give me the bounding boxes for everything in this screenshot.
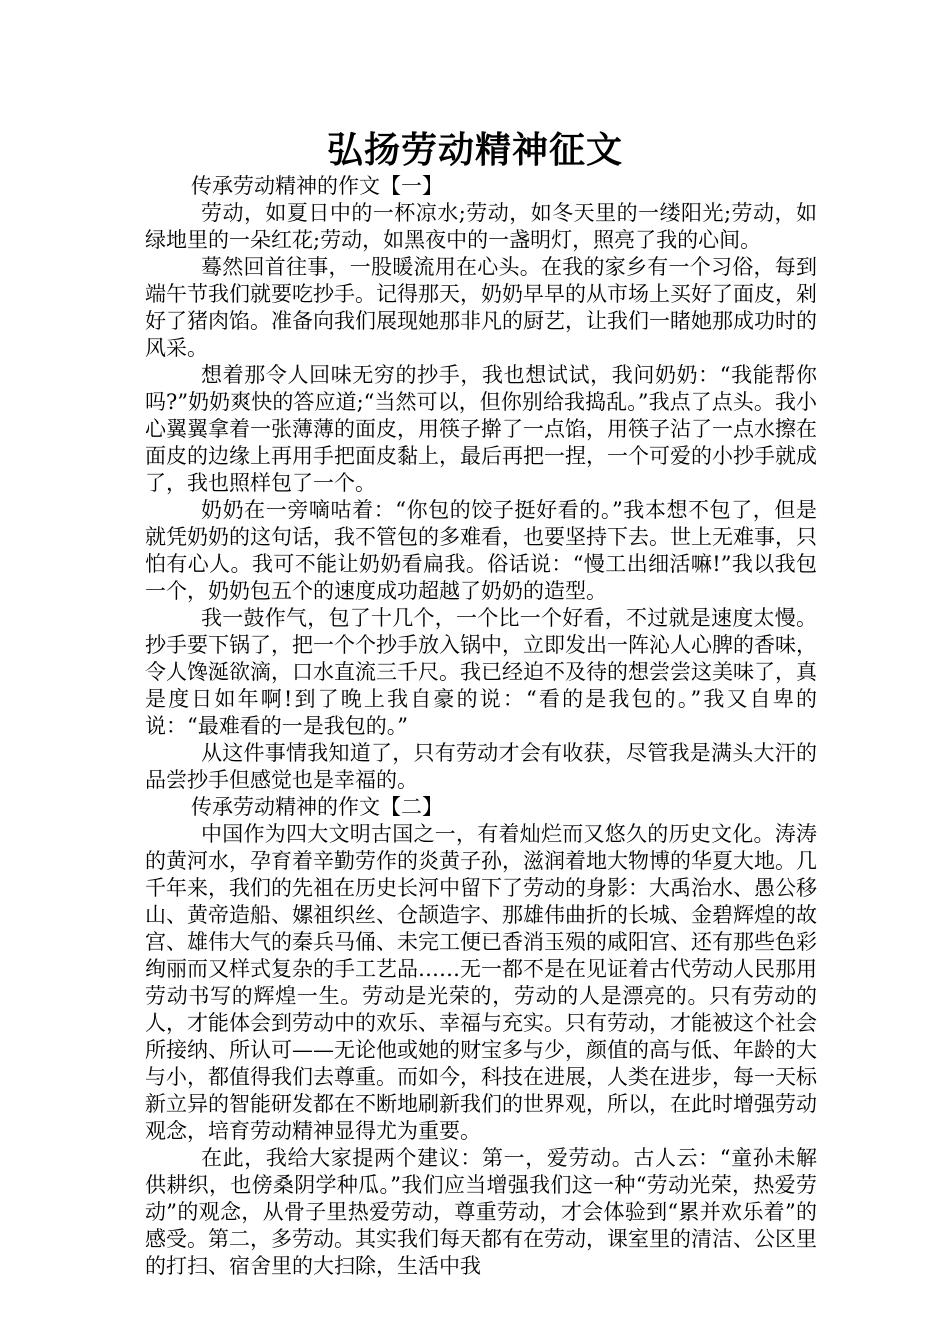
paragraph: 中国作为四大文明古国之一，有着灿烂而又悠久的历史文化。涛涛的黄河水，孕育着辛勤劳作的炎黄子孙，滋润着地大物博的华夏大地。几千年来，我们的先祖在历史长河中留下了劳动的身影：大禹治水、愚公移山、黄帝造船、嫘祖织丝、仓颉造字、那雄伟曲折的长城、金碧辉煌的故宫、雄伟大气的秦兵马俑、未完工便已香消玉殒的咸阳宫、还有那些色彩绚丽而又样式复杂的手工艺品……无一都不是在见证着古代劳动人民那用劳动书写的辉煌一生。劳动是光荣的，劳动的人是漂亮的。只有劳动的人，才能体会到劳动中的欢乐、幸福与充实。只有劳动，才能被这个社会所接纳、所认可——无论他或她的财宝多与少，颜值的高与低、年龄的大与小，都值得我们去尊重。而如今，科技在进展，人类在进步，每一天标新立异的智能研发都在不断地刷新我们的世界观，所以，在此时增强劳动观念，培育劳动精神显得尤为重要。 [145,822,817,1143]
document-body [145,173,817,1280]
section-heading-1: 传承劳动精神的作文【一】 [191,174,443,198]
paragraph: 从这件事情我知道了，只有劳动才会有收获，尽管我是满头大汗的品尝抄手但感觉也是幸福的。 [145,741,817,792]
paragraph: 想着那令人回味无穷的抄手，我也想试试，我问奶奶：“我能帮你吗?”奶奶爽快的答应道;“当然可以，但你别给我捣乱。”我点了点头。我小心翼翼拿着一张薄薄的面皮，用筷子擀了一点馅，用筷子沾了一点水擦在面皮的边缘上再用手把面皮黏上，最后再把一捏，一个可爱的小抄手就成了，我也照样包了一个。 [145,363,817,495]
paragraph: 奶奶在一旁嘀咕着：“你包的饺子挺好看的。”我本想不包了，但是就凭奶奶的这句话，我不管包的多难看，也要坚持下去。世上无难事，只怕有心人。我可不能让奶奶看扁我。俗话说：“慢工出细活嘛!”我以我包一个，奶奶包五个的速度成功超越了奶奶的造型。 [145,498,817,603]
document-title: 弘扬劳动精神征文 [326,129,623,171]
section-heading-2: 传承劳动精神的作文【二】 [191,795,443,819]
paragraph: 劳动，如夏日中的一杯凉水;劳动，如冬天里的一缕阳光;劳动，如绿地里的一朵红花;劳动，如黑夜中的一盏明灯，照亮了我的心间。 [145,201,817,252]
paragraph: 蓦然回首往事，一股暖流用在心头。在我的家乡有一个习俗，每到端午节我们就要吃抄手。记得那天，奶奶早早的从市场上买好了面皮，剁好了猪肉馅。准备向我们展现她那非凡的厨艺，让我们一睹她那成功时的风采。 [145,255,817,360]
paragraph: 我一鼓作气，包了十几个，一个比一个好看，不过就是速度太慢。抄手要下锅了，把一个个抄手放入锅中，立即发出一阵沁人心脾的香味，令人馋涎欲滴，口水直流三千尺。我已经迫不及待的想尝尝这美味了，真是度日如年啊!到了晚上我自豪的说：“看的是我包的。”我又自卑的说：“最难看的一是我包的。” [145,606,817,738]
paragraph: 在此，我给大家提两个建议：第一，爱劳动。古人云：“童孙未解供耕织，也傍桑阴学种瓜。”我们应当增强我们这一种“劳动光荣，热爱劳动”的观念，从骨子里热爱劳动，尊重劳动，才会体验到“累并欢乐着”的感受。第二，多劳动。其实我们每天都有在劳动，课室里的清洁、公区里的打扫、宿舍里的大扫除，生活中我 [145,1146,817,1278]
